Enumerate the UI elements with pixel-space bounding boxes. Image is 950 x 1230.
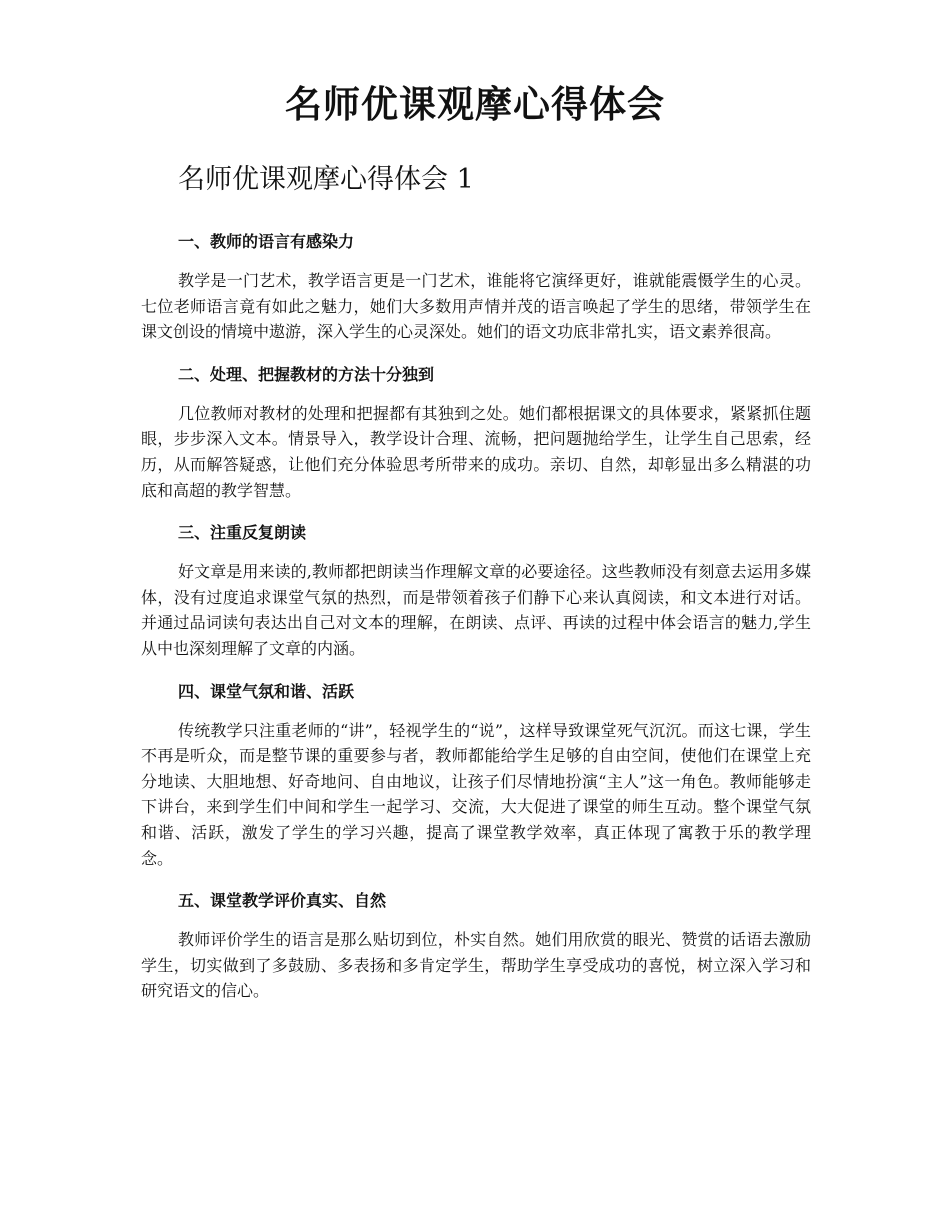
- section-paragraph: 几位教师对教材的处理和把握都有其独到之处。她们都根据课文的具体要求，紧紧抓住题眼，步步深入文本。情景导入，教学设计合理、流畅，把问题抛给学生，让学生自己思索，经历，从而解答疑惑，让他们充分体验思考所带来的成功。亲切、自然，却彰显出多么精湛的功底和高超的教学智慧。: [141, 403, 811, 500]
- document-body: [141, 228, 811, 1020]
- section-heading: 五、课堂教学评价真实、自然: [178, 891, 387, 911]
- section-heading: 一、教师的语言有感染力: [178, 232, 355, 251]
- section-paragraph: 好文章是用来读的,教师都把朗读当作理解文章的必要途径。这些教师没有刻意去运用多媒体，没有过度追求课堂气氛的热烈，而是带领着孩子们静下心来认真阅读，和文本进行对话。并通过品词读句表达出自己对文本的理解，在朗读、点评、再读的过程中体会语言的魅力,学生从中也深刻理解了文章的内涵。: [141, 562, 811, 658]
- section-paragraph: 教学是一门艺术，教学语言更是一门艺术，谁能将它演绎更好，谁就能震慑学生的心灵。七位老师语言竟有如此之魅力，她们大多数用声情并茂的语言唤起了学生的思绪，带领学生在课文创设的情境中遨游，深入学生的心灵深处。她们的语文功底非常扎实，语文素养很高。: [141, 271, 811, 342]
- section-5: [141, 887, 811, 1004]
- section-title: 名师优课观摩心得体会 1: [178, 164, 474, 195]
- section-3: [141, 519, 811, 661]
- document-title: 名师优课观摩心得体会: [285, 82, 665, 126]
- section-1: [141, 228, 811, 345]
- section-heading: 二、处理、把握教材的方法十分独到: [178, 364, 435, 384]
- section-heading: 四、课堂气氛和谐、活跃: [178, 681, 355, 701]
- section-heading: 三、注重反复朗读: [178, 523, 307, 543]
- section-4: [141, 678, 811, 872]
- section-paragraph: 传统教学只注重老师的“讲”，轻视学生的“说”，这样导致课堂死气沉沉。而这七课，学生不再是听众，而是整节课的重要参与者，教师都能给学生足够的自由空间，使他们在课堂上充分地读、大胆地想、好奇地问、自由地议，让孩子们尽情地扮演“主人”这一角色。教师能够走下讲台，来到学生们中间和学生一起学习、交流，大大促进了课堂的师生互动。整个课堂气氛和谐、活跃，激发了学生的学习兴趣，提高了课堂教学效率，真正体现了寓教于乐的教学理念。: [141, 720, 811, 868]
- section-paragraph: 教师评价学生的语言是那么贴切到位，朴实自然。她们用欣赏的眼光、赞赏的话语去激励学生，切实做到了多鼓励、多表扬和多肯定学生，帮助学生享受成功的喜悦，树立深入学习和研究语文的信心。: [141, 930, 811, 1001]
- section-2: [141, 361, 811, 503]
